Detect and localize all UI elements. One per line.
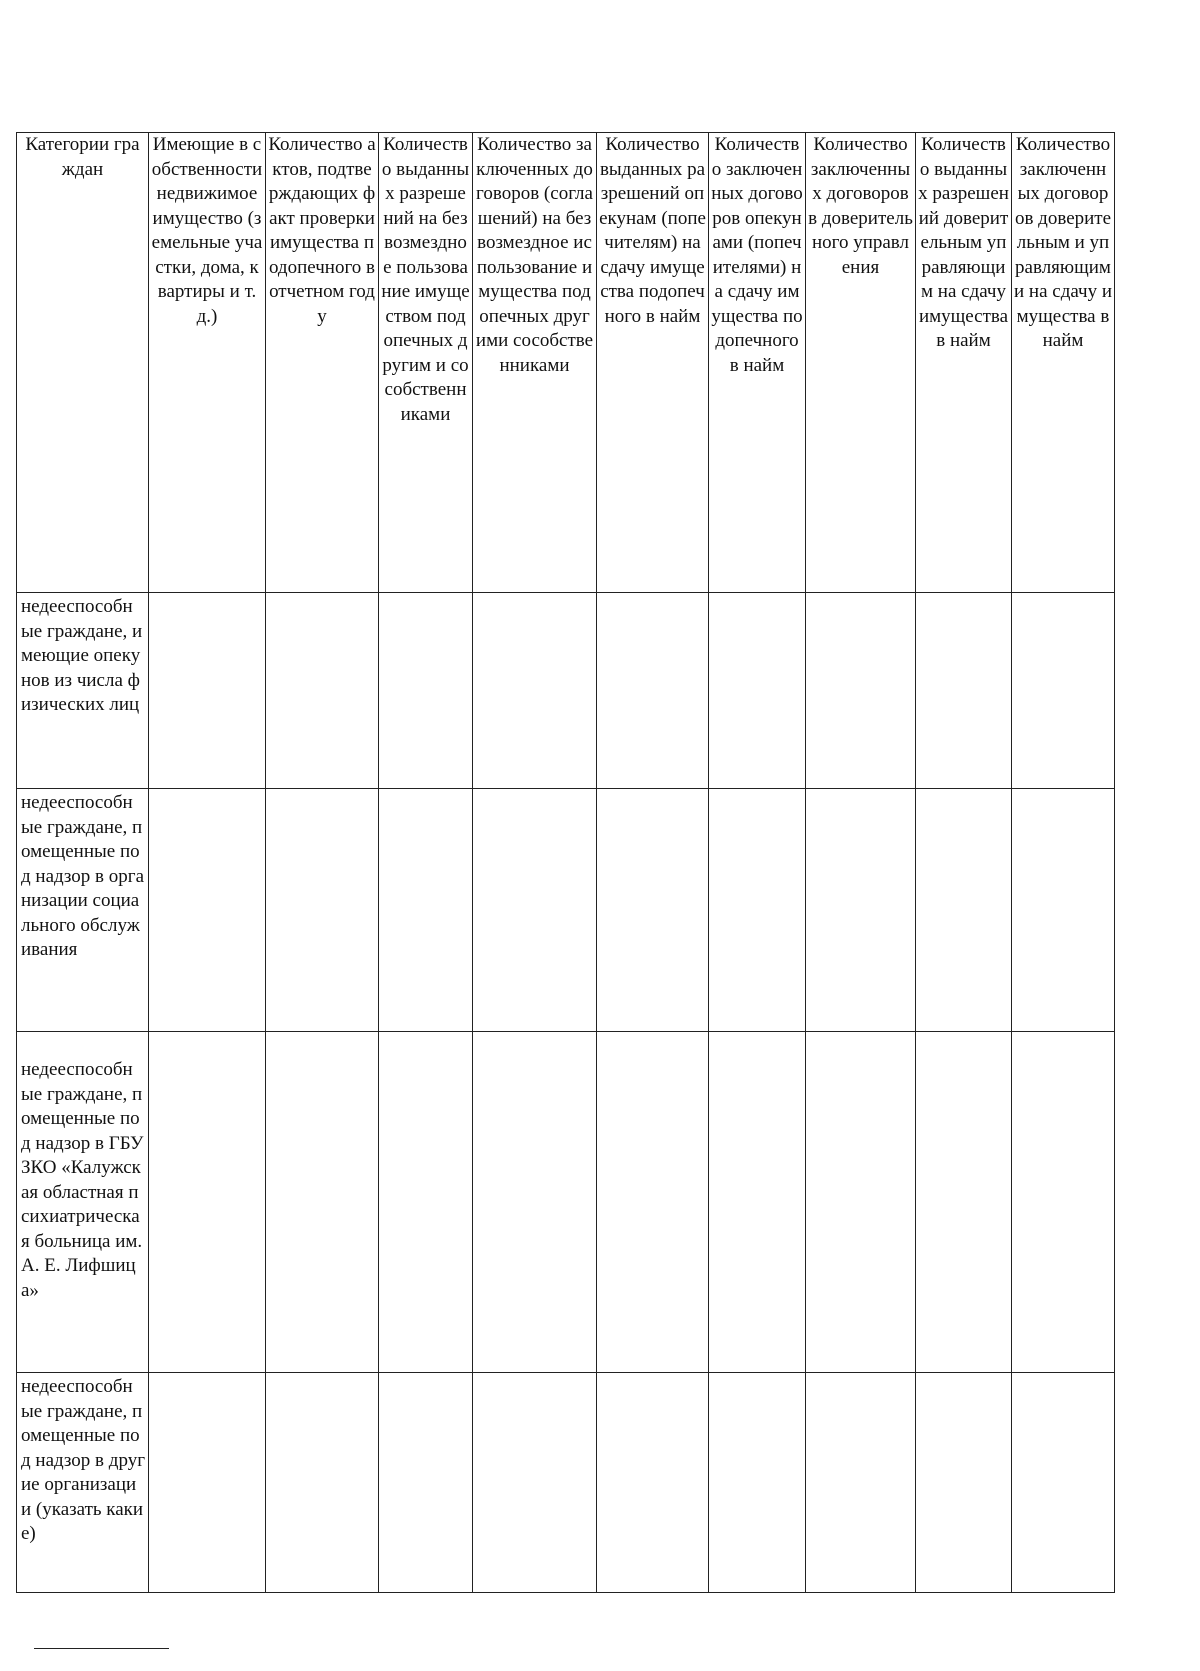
- table-cell: [916, 593, 1012, 789]
- table-cell: [473, 1032, 597, 1373]
- table-cell: [379, 593, 473, 789]
- header-cell: Количество актов, подтверждающих факт проверки имущества подопечного в отчетном году: [266, 133, 379, 593]
- header-cell: Количество заключенных договоров в доверительного управления: [806, 133, 916, 593]
- table-cell: [806, 1373, 916, 1593]
- table-cell: [806, 593, 916, 789]
- table-cell: [149, 789, 266, 1032]
- table-cell: [379, 1373, 473, 1593]
- table-row: [17, 1032, 1115, 1373]
- table-cell: [379, 1032, 473, 1373]
- header-cell: Количество заключенных договоров опекунами (попечителями) на сдачу имущества подопечного в найм: [709, 133, 806, 593]
- table-cell: [149, 1373, 266, 1593]
- table-cell: [473, 1373, 597, 1593]
- table-cell: [709, 1032, 806, 1373]
- table-cell: [473, 789, 597, 1032]
- table-cell: [597, 593, 709, 789]
- row-label: недееспособные граждане, помещенные под надзор в ГБУЗКО «Калужская областная психиатрическая больница им. А. Е. Лифшица»: [17, 1032, 149, 1373]
- table-cell: [709, 593, 806, 789]
- table-cell: [266, 789, 379, 1032]
- header-row: [17, 133, 1115, 593]
- header-cell: Имеющие в собственности недвижимое имущество (земельные участки, дома, квартиры и т.д.): [149, 133, 266, 593]
- header-cell: Количество заключенных договоров (соглашений) на безвозмездное использование имущества подопечных другими сособственниками: [473, 133, 597, 593]
- report-table: [16, 132, 1115, 1593]
- table-cell: [597, 1373, 709, 1593]
- header-cell: Количество выданных разрешений на безвозмездное пользование имуществом подопечных другим и сособственниками: [379, 133, 473, 593]
- table-cell: [266, 593, 379, 789]
- table-cell: [806, 1032, 916, 1373]
- table-cell: [149, 593, 266, 789]
- table-row: [17, 593, 1115, 789]
- table-cell: [1012, 789, 1115, 1032]
- table-cell: [916, 1032, 1012, 1373]
- table-cell: [266, 1373, 379, 1593]
- row-label: недееспособные граждане, помещенные под надзор в организации социального обслуживания: [17, 789, 149, 1032]
- table-cell: [379, 789, 473, 1032]
- header-cell: Количество выданных разрешений доверительным управляющим на сдачу имущества в найм: [916, 133, 1012, 593]
- footnote-divider: [34, 1648, 169, 1649]
- table-cell: [149, 1032, 266, 1373]
- table-cell: [597, 789, 709, 1032]
- table-cell: [597, 1032, 709, 1373]
- table-cell: [709, 1373, 806, 1593]
- row-label: недееспособные граждане, помещенные под надзор в другие организации (указать какие): [17, 1373, 149, 1593]
- table-cell: [806, 789, 916, 1032]
- table-cell: [916, 1373, 1012, 1593]
- table-cell: [473, 593, 597, 789]
- header-cell: Категории граждан: [17, 133, 149, 593]
- header-cell: Количество заключенных договоров доверительным и управляющими на сдачу имущества в найм: [1012, 133, 1115, 593]
- row-label: недееспособные граждане, имеющие опекунов из числа физических лиц: [17, 593, 149, 789]
- header-cell: Количество выданных разрешений опекунам (попечителям) на сдачу имущества подопечного в найм: [597, 133, 709, 593]
- table-cell: [916, 789, 1012, 1032]
- table-cell: [1012, 1032, 1115, 1373]
- table-row: [17, 789, 1115, 1032]
- table-cell: [1012, 1373, 1115, 1593]
- table-row: [17, 1373, 1115, 1593]
- table-cell: [709, 789, 806, 1032]
- table-cell: [1012, 593, 1115, 789]
- table-cell: [266, 1032, 379, 1373]
